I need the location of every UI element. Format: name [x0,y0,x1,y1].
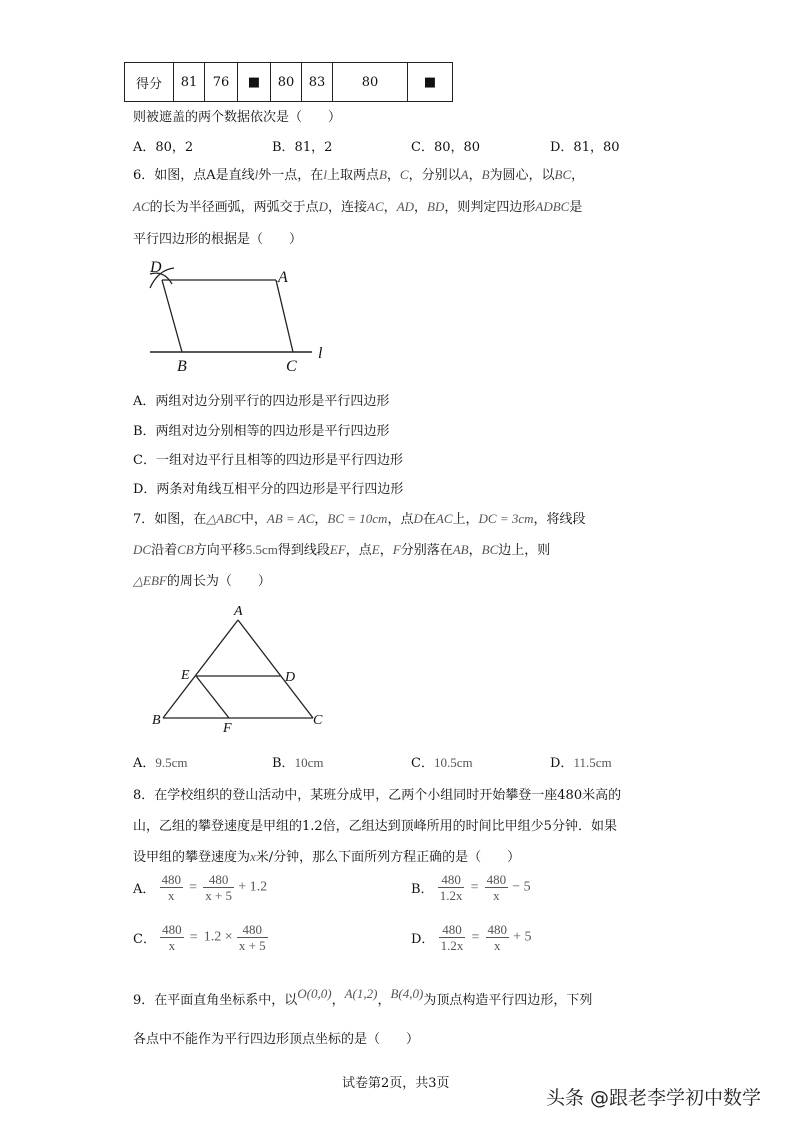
question-8-line-3: 设甲组的攀登速度为x米/分钟，那么下面所列方程正确的是（ ） [133,849,521,865]
segment-db [162,280,182,352]
q8-option-a[interactable]: A． $\frac{480}{x}$ = $\frac{480}{x + 5}$ + 1.2 [133,872,268,903]
question-7-line-2: DC沿着CB方向平移5.5cm得到线段EF，点E，F分别落在AB，BC边上，则 [133,542,551,558]
q7-option-d[interactable]: D．11.5cm [550,755,612,771]
table-cell: 80 [333,63,408,102]
q5-option-b[interactable]: B．81，2 [272,140,333,155]
question-8-line-1: 8．在学校组织的登山活动中，某班分成甲，乙两个小组同时开始攀登一座480米高的 [133,788,622,803]
question-7-line-3: △EBF的周长为（ ） [133,573,271,589]
question-5-text: 则被遮盖的两个数据依次是（ ） [133,110,342,125]
q7-option-c[interactable]: C．10.5cm [411,755,473,771]
score-table [124,62,453,102]
q8-option-d[interactable]: D． $\frac{480}{1.2x}$ = $\frac{480}{x}$ + 5 [411,922,532,953]
table-header-cell: 得分 [125,63,174,102]
q7-option-b[interactable]: B．10cm [272,755,324,771]
question-9-line-1: 9．在平面直角坐标系中，以O(0,0)，A(1,2)，B(4,0)为顶点构造平行四边形，下列 [133,986,593,1008]
question-6-line-3: 平行四边形的根据是（ ） [133,232,303,247]
question-6-line-2: AC的长为半径画弧，两弧交于点D，连接AC，AD，BD，则判定四边形ADBC是 [133,199,583,215]
q8-option-c[interactable]: C． $\frac{480}{x}$ = 1.2 × $\frac{480}{x + 5}$ [133,922,266,953]
q5-option-a[interactable]: A．80，2 [133,140,194,155]
q5-option-d[interactable]: D．81，80 [550,140,620,155]
table-cell-masked: ■ [238,63,271,102]
table-cell: 83 [302,63,333,102]
q7-option-a[interactable]: A．9.5cm [133,755,188,771]
label-c: C [286,358,297,375]
q8-option-b[interactable]: B． $\frac{480}{1.2x}$ = $\frac{480}{x}$ − 5 [411,872,531,903]
q6-option-c[interactable]: C．一组对边平行且相等的四边形是平行四边形 [133,453,403,468]
question-6-line-1: 6．如图，点A是直线l外一点，在l上取两点B，C，分别以A，B为圆心，以BC， [133,167,585,183]
question-8-line-2: 山，乙组的攀登速度是甲组的1.2倍，乙组达到顶峰所用的时间比甲组少5分钟．如果 [133,819,617,834]
q5-option-c[interactable]: C．80，80 [411,140,481,155]
label-b: B [152,713,161,728]
label-a: A [234,604,243,619]
q6-option-d[interactable]: D．两条对角线互相平分的四边形是平行四边形 [133,482,404,497]
label-b: B [177,358,187,375]
segment-ac [276,280,293,352]
side-ab [163,620,238,718]
segment-ef [196,676,229,718]
label-d: D [285,670,296,685]
watermark: 头条 @跟老李学初中数学 [546,1087,762,1109]
table-cell-masked: ■ [408,63,453,102]
question-7-line-1: 7．如图，在△ABC中，AB = AC，BC = 10cm，点D在AC上，DC = 3cm，将线段 [133,511,586,527]
q6-option-b[interactable]: B．两组对边分别相等的四边形是平行四边形 [133,424,390,439]
question-9-line-2: 各点中不能作为平行四边形顶点坐标的是（ ） [133,1032,420,1047]
label-d: D [150,259,162,276]
label-c: C [313,713,323,728]
q6-option-a[interactable]: A．两组对边分别平行的四边形是平行四边形 [133,394,390,409]
triangle-figure [145,600,345,738]
label-l: l [318,345,323,362]
label-e: E [181,668,190,683]
table-cell: 80 [271,63,302,102]
table-row [125,63,453,102]
table-cell: 81 [174,63,205,102]
parallelogram-figure [140,254,340,376]
label-f: F [223,721,232,736]
side-ac [238,620,313,718]
label-a: A [278,269,288,286]
table-cell: 76 [205,63,238,102]
page-footer: 试卷第2页，共3页 [342,1076,450,1091]
